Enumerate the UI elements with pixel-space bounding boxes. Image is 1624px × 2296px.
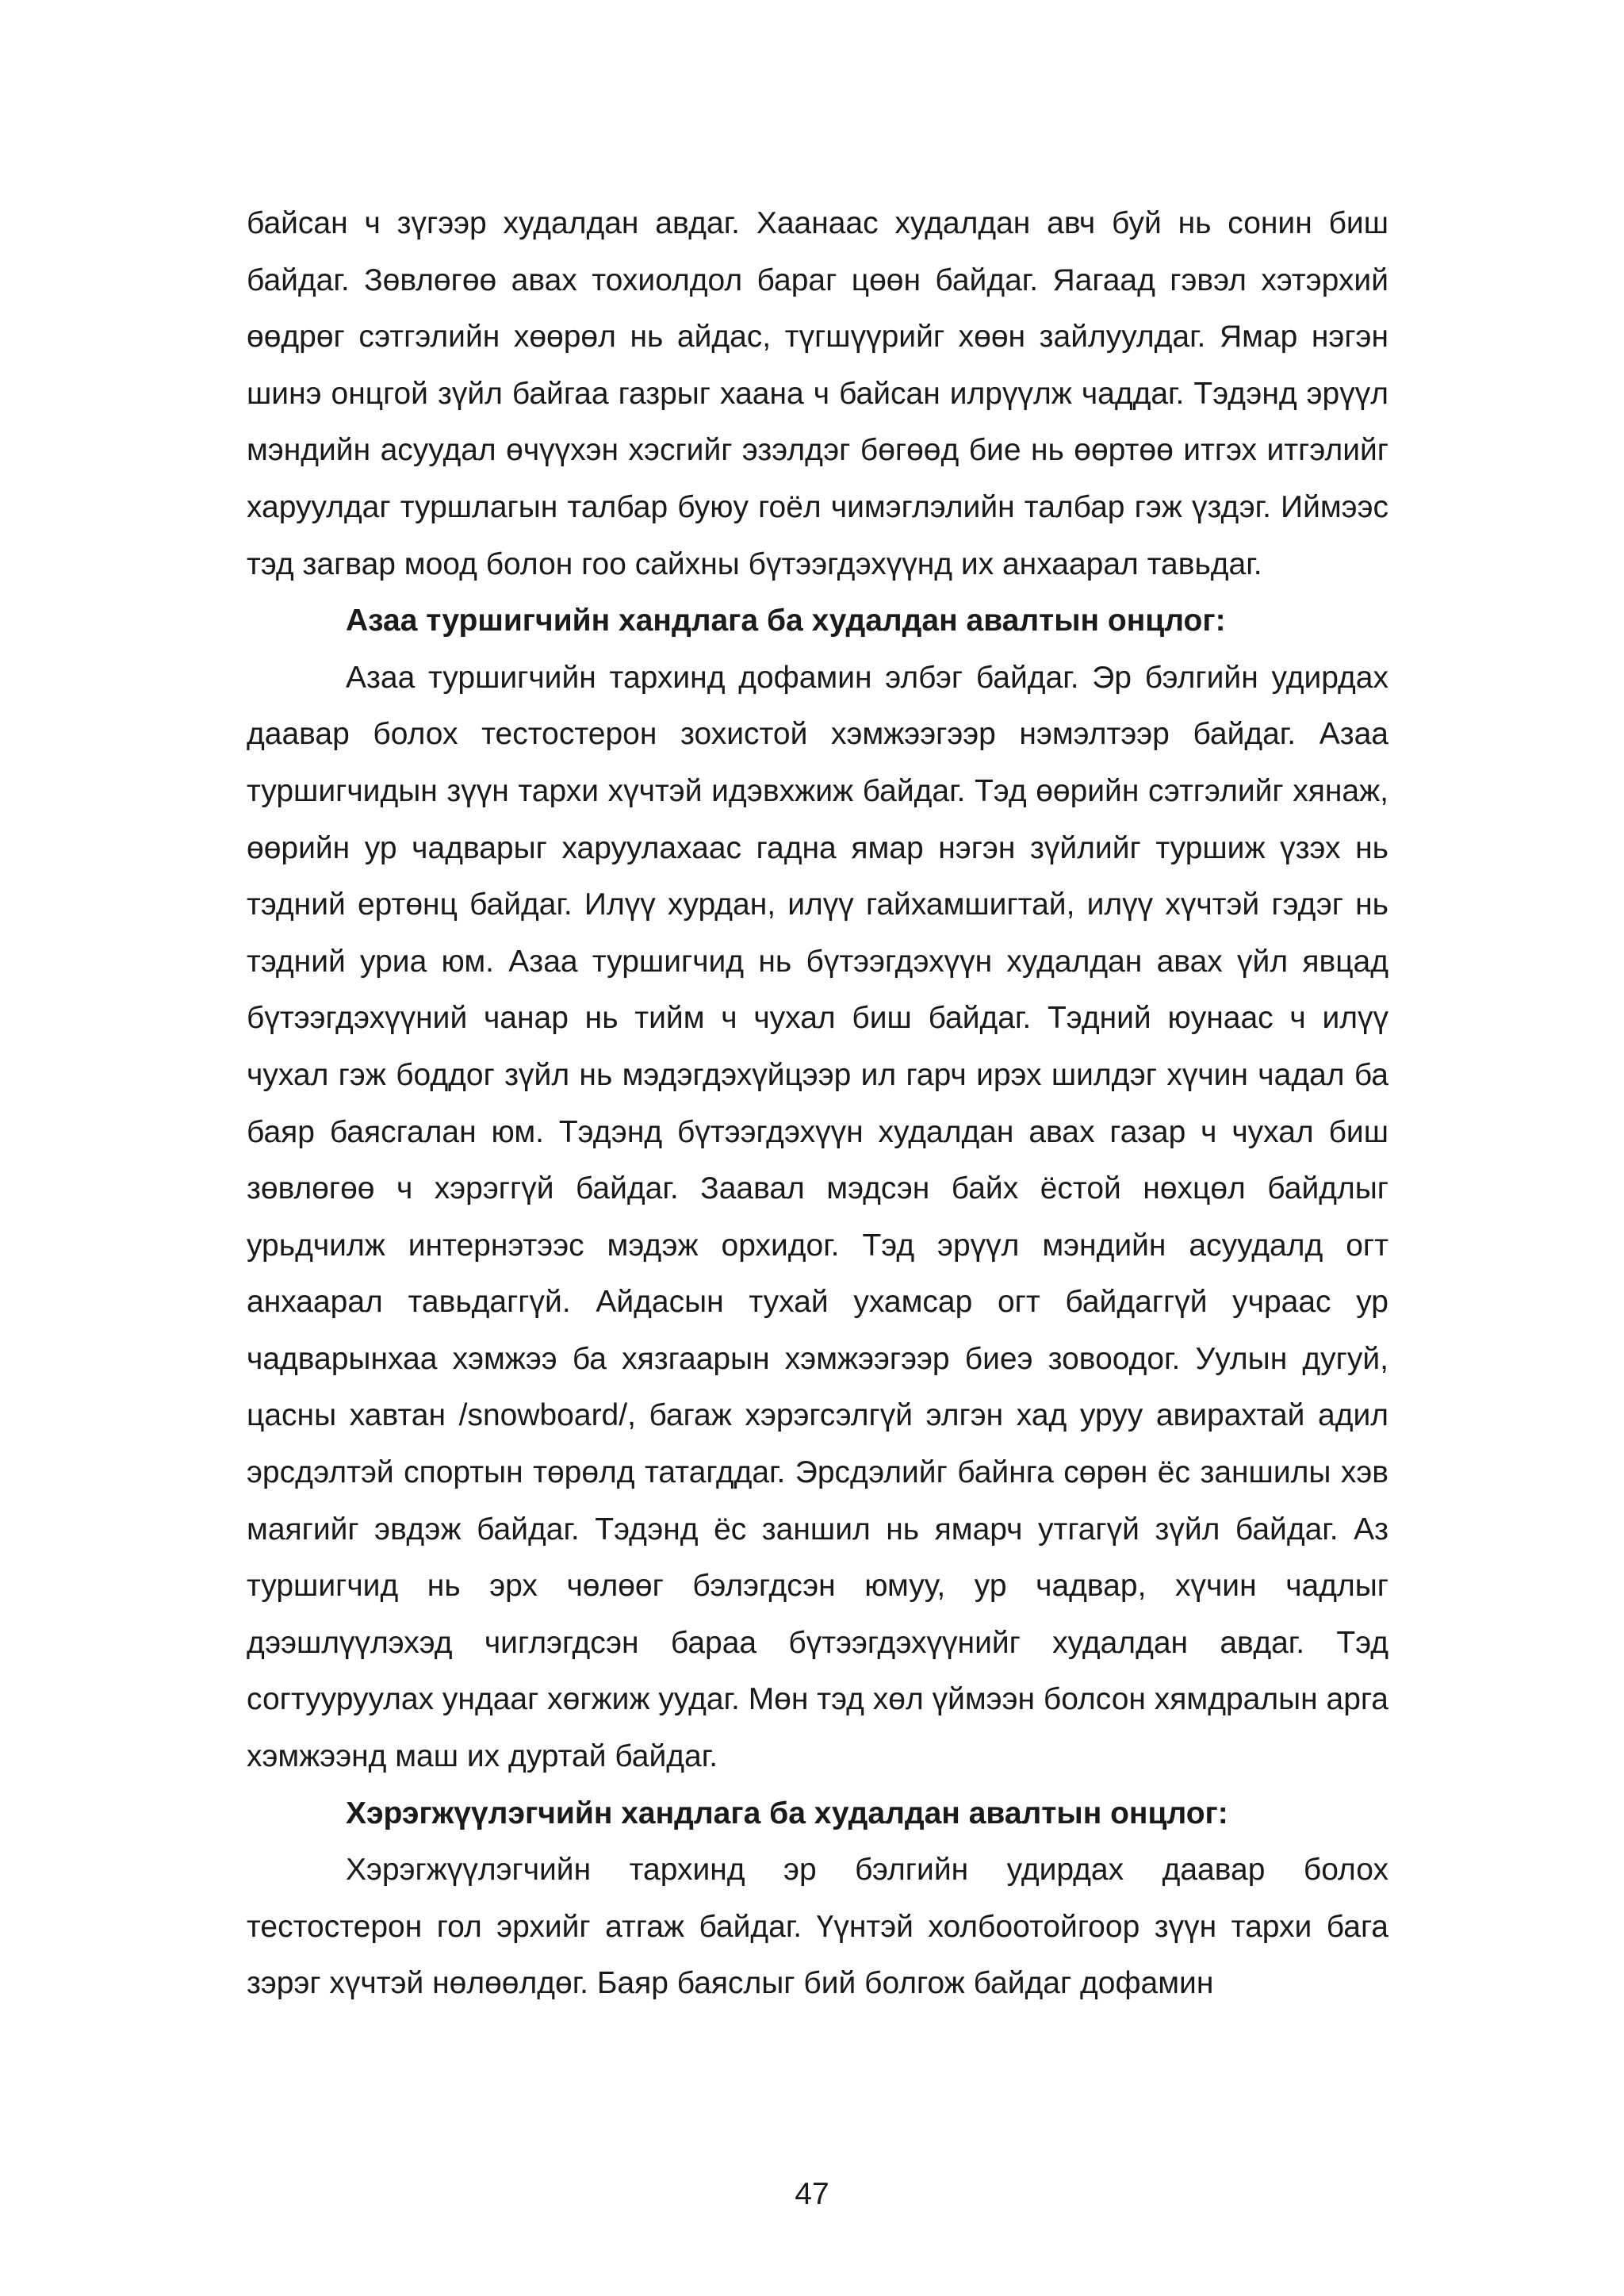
document-body <box>247 195 1388 2012</box>
section-heading: Хэрэгжүүлэгчийн хандлага ба худалдан авалтын онцлог: <box>346 1796 1228 1830</box>
page-number: 47 <box>795 2177 829 2211</box>
section-heading: Азаа туршигчийн хандлага ба худалдан авалтын онцлог: <box>346 604 1226 638</box>
body-paragraph: Хэрэгжүүлэгчийн тархинд эр бэлгийн удирдах даавар болох тестостерон гол эрхийг атгаж байдаг. Үүнтэй холбоотойгоор зүүн тархи бага зэрэг хүчтэй нөлөөлдөг. Баяр баяслыг бий болгож байдаг дофамин <box>247 1853 1388 2001</box>
body-paragraph: Азаа туршигчийн тархинд дофамин элбэг байдаг. Эр бэлгийн удирдах даавар болох тестостерон зохистой хэмжээгээр нэмэлтээр байдаг. Азаа туршигчидын зүүн тархи хүчтэй идэвхжиж байдаг. Тэд өөрийн сэтгэлийг хянаж, өөрийн ур чадварыг харуулахаас гадна ямар нэгэн зүйлийг туршиж үзэх нь тэдний ертөнц байдаг. Илүү хурдан, илүү гайхамшигтай, илүү хүчтэй гэдэг нь тэдний уриа юм. Азаа туршигчид нь бүтээгдэхүүн худалдан авах үйл явцад бүтээгдэхүүний чанар нь тийм ч чухал биш байдаг. Тэдний юунаас ч илүү чухал гэж боддог зүйл нь мэдэгдэхүйцээр ил гарч ирэх шилдэг хүчин чадал ба баяр баясгалан юм. Тэдэнд бүтээгдэхүүн худалдан авах газар ч чухал биш зөвлөгөө ч хэрэггүй байдаг. Заавал мэдсэн байх ёстой нөхцөл байдлыг урьдчилж интернэтээс мэдэж орхидог. Тэд эрүүл мэндийн асуудалд огт анхаарал тавьдаггүй. Айдасын тухай ухамсар огт байдаггүй учраас ур чадварынхаа хэмжээ ба хязгаарын хэмжээгээр биеэ зовоодог. Уулын дугуй, цасны хавтан /snowboard/, багаж хэрэгсэлгүй элгэн хад уруу авирахтай адил эрсдэлтэй спортын төрөлд татагддаг. Эрсдэлийг байнга сөрөн ёс заншилы хэв маягийг эвдэж байдаг. Тэдэнд ёс заншил нь ямарч утгагүй зүйл байдаг. Аз туршигчид нь эрх чөлөөг бэлэгдсэн юмуу, ур чадвар, хүчин чадлыг дээшлүүлэхэд чиглэгдсэн бараа бүтээгдэхүүнийг худалдан авдаг. Тэд согтууруулах ундааг хөгжиж уудаг. Мөн тэд хөл үймээн болсон хямдралын арга хэмжээнд маш их дуртай байдаг. <box>247 660 1388 1774</box>
body-paragraph: байсан ч зүгээр худалдан авдаг. Хаанаас худалдан авч буй нь сонин биш байдаг. Зөвлөгөө авах тохиолдол бараг цөөн байдаг. Яагаад гэвэл хэтэрхий өөдрөг сэтгэлийн хөөрөл нь айдас, түгшүүрийг хөөн зайлуулдаг. Ямар нэгэн шинэ онцгой зүйл байгаа газрыг хаана ч байсан илрүүлж чаддаг. Тэдэнд эрүүл мэндийн асуудал өчүүхэн хэсгийг эзэлдэг бөгөөд бие нь өөртөө итгэх итгэлийг харуулдаг туршлагын талбар буюу гоёл чимэглэлийн талбар гэж үздэг. Иймээс тэд загвар моод болон гоо сайхны бүтээгдэхүүнд их анхаарал тавьдаг. <box>247 206 1388 581</box>
